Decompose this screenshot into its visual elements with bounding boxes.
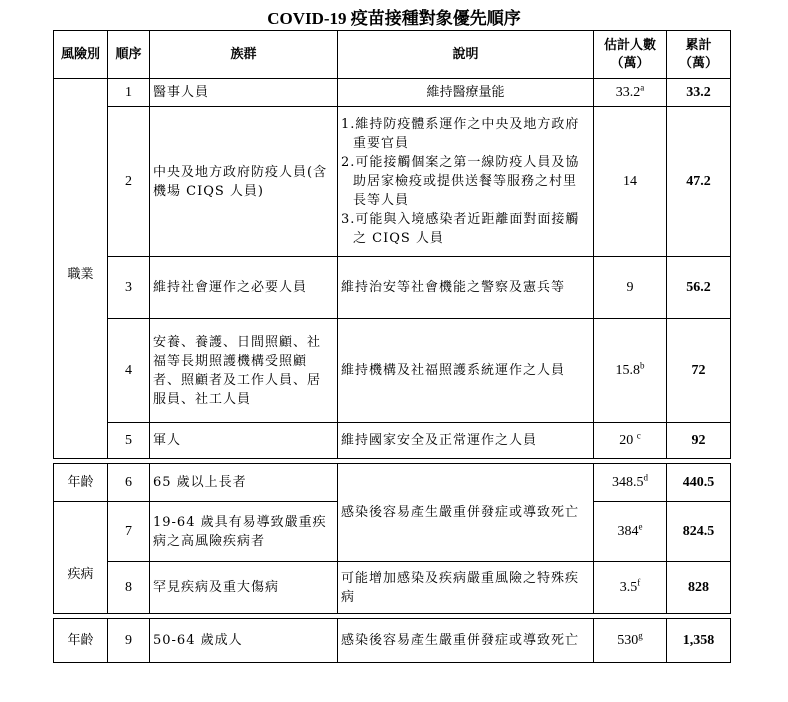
header-desc: 說明 [338,31,594,79]
category-occupation: 職業 [54,79,108,459]
order-cell: 6 [108,464,150,502]
desc-cell: 維持國家安全及正常運作之人員 [338,423,594,459]
group-cell: 醫事人員 [150,79,338,107]
estimate-cell: 14 [594,107,667,257]
order-cell: 7 [108,502,150,562]
header-row [54,31,731,79]
table-row [54,562,731,614]
priority-table [53,30,731,663]
cumulative-cell: 33.2 [667,79,731,107]
estimate-cell: 530$^g$ [594,619,667,663]
group-cell: 安養、養護、日間照顧、社福等長期照護機構受照顧者、照顧者及工作人員、居服員、社工人員 [150,319,338,423]
desc-item: 1.維持防疫體系運作之中央及地方政府重要官員 [341,117,580,151]
category-age: 年齡 [54,619,108,663]
estimate-cell: 33.2$^a$ [594,79,667,107]
category-age: 年齡 [54,464,108,502]
cumulative-cell: 56.2 [667,257,731,319]
estimate-cell: 3.5$^f$ [594,562,667,614]
desc-cell: 感染後容易產生嚴重併發症或導致死亡 [338,464,594,562]
group-cell: 中央及地方政府防疫人員(含機場 CIQS 人員) [150,107,338,257]
order-cell: 3 [108,257,150,319]
cumulative-cell: 828 [667,562,731,614]
header-cumulative: 累計 （萬） [667,31,731,79]
estimate-cell: 384e [594,502,667,562]
table-row [54,107,731,257]
cumulative-cell: 72 [667,319,731,423]
group-cell: 罕見疾病及重大傷病 [150,562,338,614]
table-row [54,319,731,423]
group-cell: 19-64 歲具有易導致嚴重疾病之高風險疾病者 [150,502,338,562]
group-cell: 軍人 [150,423,338,459]
table-row [54,423,731,459]
estimate-cell: 15.8$^b$ [594,319,667,423]
order-cell: 2 [108,107,150,257]
group-cell: 維持社會運作之必要人員 [150,257,338,319]
cumulative-cell: 824.5 [667,502,731,562]
estimate-cell: 9 [594,257,667,319]
cumulative-cell: 47.2 [667,107,731,257]
order-cell: 5 [108,423,150,459]
cumulative-cell: 1,358 [667,619,731,663]
estimate-cell: 20 $^c$ [594,423,667,459]
desc-item: 3.可能與入境感染者近距離面對面接觸之 CIQS 人員 [341,212,580,246]
page-title: COVID-19 疫苗接種對象優先順序 [267,9,521,28]
desc-cell: 維持醫療量能 [338,79,594,107]
table-row [54,79,731,107]
table-row [54,464,731,502]
desc-cell [338,107,594,257]
order-cell: 8 [108,562,150,614]
header-order: 順序 [108,31,150,79]
cumulative-cell: 440.5 [667,464,731,502]
estimate-cell: 348.5$^d$ [594,464,667,502]
desc-cell: 維持治安等社會機能之警察及憲兵等 [338,257,594,319]
group-cell: 65 歲以上長者 [150,464,338,502]
order-cell: 4 [108,319,150,423]
group-cell: 50-64 歲成人 [150,619,338,663]
desc-cell: 維持機構及社福照護系統運作之人員 [338,319,594,423]
cumulative-cell: 92 [667,423,731,459]
category-disease: 疾病 [54,502,108,614]
order-cell: 9 [108,619,150,663]
header-estimate: 估計人數 （萬） [594,31,667,79]
desc-cell: 可能增加感染及疾病嚴重風險之特殊疾病 [338,562,594,614]
order-cell: 1 [108,79,150,107]
desc-item: 2.可能接觸個案之第一線防疫人員及協助居家檢疫或提供送餐等服務之村里長等人員 [341,155,580,208]
table-row [54,257,731,319]
header-group: 族群 [150,31,338,79]
table-row [54,619,731,663]
header-risk: 風險別 [54,31,108,79]
desc-cell: 感染後容易產生嚴重併發症或導致死亡 [338,619,594,663]
